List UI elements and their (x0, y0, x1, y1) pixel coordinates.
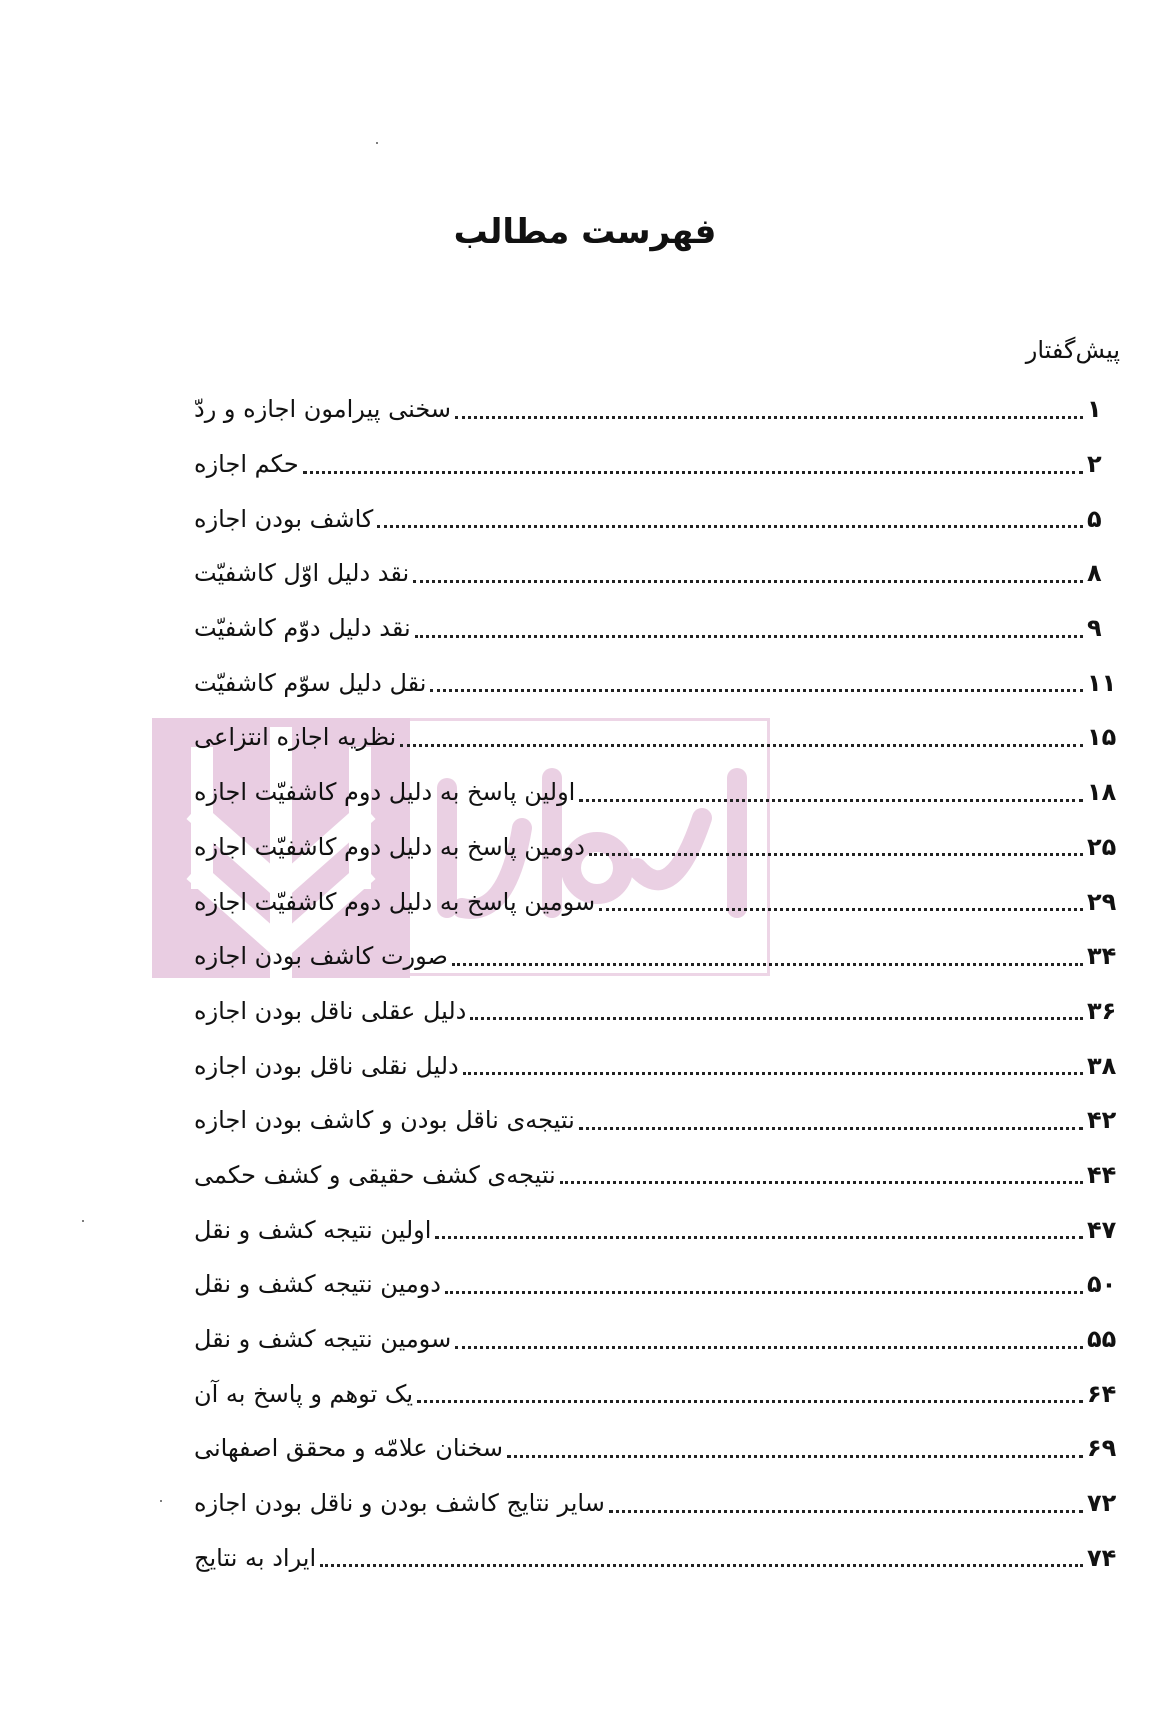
preface-heading: پیش‌گفتار (1025, 336, 1120, 364)
toc-entry-page-number: ۹ (1087, 614, 1102, 643)
toc-leader-dots (560, 1181, 1083, 1184)
toc-entry (188, 820, 1123, 875)
toc-leader-dots (579, 799, 1083, 802)
toc-leader-dots (430, 689, 1083, 692)
toc-entry-title: دومین نتیجه کشف و نقل (194, 1270, 441, 1299)
toc-entry-title: نظریه اجازه انتزاعی (194, 723, 397, 752)
toc-entry-page-number: ۴۷ (1087, 1215, 1117, 1244)
toc-entry-title: سومین نتیجه کشف و نقل (194, 1325, 452, 1354)
scan-speck (82, 1220, 84, 1222)
toc-entry (188, 929, 1123, 984)
table-of-contents (188, 382, 1123, 1585)
toc-entry-page-number: ۲۹ (1087, 887, 1117, 916)
toc-leader-dots (320, 1564, 1083, 1567)
toc-entry (188, 1038, 1123, 1093)
toc-entry (188, 1148, 1123, 1203)
toc-entry-title: نتیجه‌ی کشف حقیقی و کشف حکمی (194, 1160, 556, 1189)
toc-leader-dots (413, 580, 1083, 583)
toc-leader-dots (579, 1127, 1083, 1130)
toc-entry-title: یک توهم و پاسخ به آن (194, 1379, 414, 1408)
toc-entry-page-number: ۶۴ (1087, 1379, 1117, 1408)
toc-entry-title: سخنان علامّه و محقق اصفهانی (194, 1434, 503, 1463)
toc-entry-page-number: ۳۴ (1087, 942, 1117, 971)
toc-entry-page-number: ۱۸ (1087, 778, 1117, 807)
toc-entry-page-number: ۴۲ (1087, 1106, 1117, 1135)
toc-entry (188, 1366, 1123, 1421)
toc-entry-title: اولین نتیجه کشف و نقل (194, 1215, 432, 1244)
toc-leader-dots (452, 963, 1083, 966)
toc-leader-dots (609, 1510, 1083, 1513)
toc-leader-dots (599, 908, 1083, 911)
toc-entry-page-number: ۲ (1087, 450, 1102, 479)
toc-entry-page-number: ۵۰ (1087, 1270, 1117, 1299)
toc-entry-title: نتیجه‌ی ناقل بودن و کاشف بودن اجازه (194, 1106, 575, 1135)
toc-leader-dots (400, 744, 1083, 747)
scan-speck (376, 142, 378, 144)
toc-leader-dots (463, 1072, 1083, 1075)
toc-entry (188, 1476, 1123, 1531)
toc-leader-dots (377, 525, 1083, 528)
toc-entry-page-number: ۳۸ (1087, 1051, 1117, 1080)
toc-entry-page-number: ۱۵ (1087, 723, 1117, 752)
toc-leader-dots (589, 853, 1083, 856)
toc-entry-page-number: ۵ (1087, 504, 1102, 533)
toc-entry-page-number: ۷۲ (1087, 1489, 1117, 1518)
toc-entry (188, 1530, 1123, 1585)
toc-entry-page-number: ۶۹ (1087, 1434, 1117, 1463)
toc-entry (188, 765, 1123, 820)
toc-entry-title: دومین پاسخ به دلیل دوم کاشفیّت اجازه (194, 832, 585, 861)
toc-entry-title: اولین پاسخ به دلیل دوم کاشفیّت اجازه (194, 778, 576, 807)
toc-leader-dots (435, 1236, 1083, 1239)
toc-leader-dots (415, 635, 1083, 638)
toc-leader-dots (455, 1346, 1083, 1349)
toc-entry-title: دلیل عقلی ناقل بودن اجازه (194, 996, 467, 1025)
toc-entry (188, 874, 1123, 929)
toc-entry-title: صورت کاشف بودن اجازه (194, 942, 448, 971)
toc-entry-page-number: ۲۵ (1087, 832, 1117, 861)
toc-entry-title: دلیل نقلی ناقل بودن اجازه (194, 1051, 459, 1080)
toc-leader-dots (507, 1455, 1083, 1458)
toc-entry-page-number: ۷۴ (1087, 1543, 1117, 1572)
toc-entry-title: نقد دلیل دوّم کاشفیّت (194, 614, 411, 643)
toc-leader-dots (417, 1400, 1083, 1403)
toc-entry (188, 1093, 1123, 1148)
toc-entry (188, 984, 1123, 1039)
toc-entry-title: نقل دلیل سوّم کاشفیّت (194, 668, 427, 697)
toc-entry-page-number: ۴۴ (1087, 1160, 1117, 1189)
toc-entry (188, 1202, 1123, 1257)
toc-entry-page-number: ۸ (1087, 559, 1102, 588)
toc-entry-page-number: ۱۱ (1087, 668, 1117, 697)
toc-leader-dots (455, 416, 1083, 419)
toc-entry-title: حکم اجازه (194, 450, 299, 479)
toc-entry (188, 437, 1123, 492)
toc-entry-title: کاشف بودن اجازه (194, 504, 374, 533)
page-title: فهرست مطالب (453, 212, 717, 252)
toc-entry (188, 1312, 1123, 1367)
toc-entry (188, 655, 1123, 710)
toc-entry-page-number: ۵۵ (1087, 1325, 1117, 1354)
toc-entry (188, 601, 1123, 656)
toc-entry-title: سخنی پیرامون اجازه و ردّ (194, 395, 451, 424)
scan-speck (160, 1500, 162, 1502)
toc-entry-title: ایراد به نتایج (194, 1543, 317, 1572)
toc-leader-dots (303, 471, 1083, 474)
toc-entry-page-number: ۱ (1087, 395, 1102, 424)
toc-entry-title: سایر نتایج کاشف بودن و ناقل بودن اجازه (194, 1489, 605, 1518)
toc-entry-page-number: ۳۶ (1087, 996, 1117, 1025)
toc-leader-dots (445, 1291, 1083, 1294)
toc-entry (188, 1257, 1123, 1312)
toc-entry (188, 382, 1123, 437)
toc-entry-title: نقد دلیل اوّل کاشفیّت (194, 559, 410, 588)
toc-entry (188, 1421, 1123, 1476)
toc-entry (188, 546, 1123, 601)
toc-entry (188, 491, 1123, 546)
toc-entry (188, 710, 1123, 765)
toc-leader-dots (470, 1017, 1083, 1020)
toc-entry-title: سومین پاسخ به دلیل دوم کاشفیّت اجازه (194, 887, 596, 916)
